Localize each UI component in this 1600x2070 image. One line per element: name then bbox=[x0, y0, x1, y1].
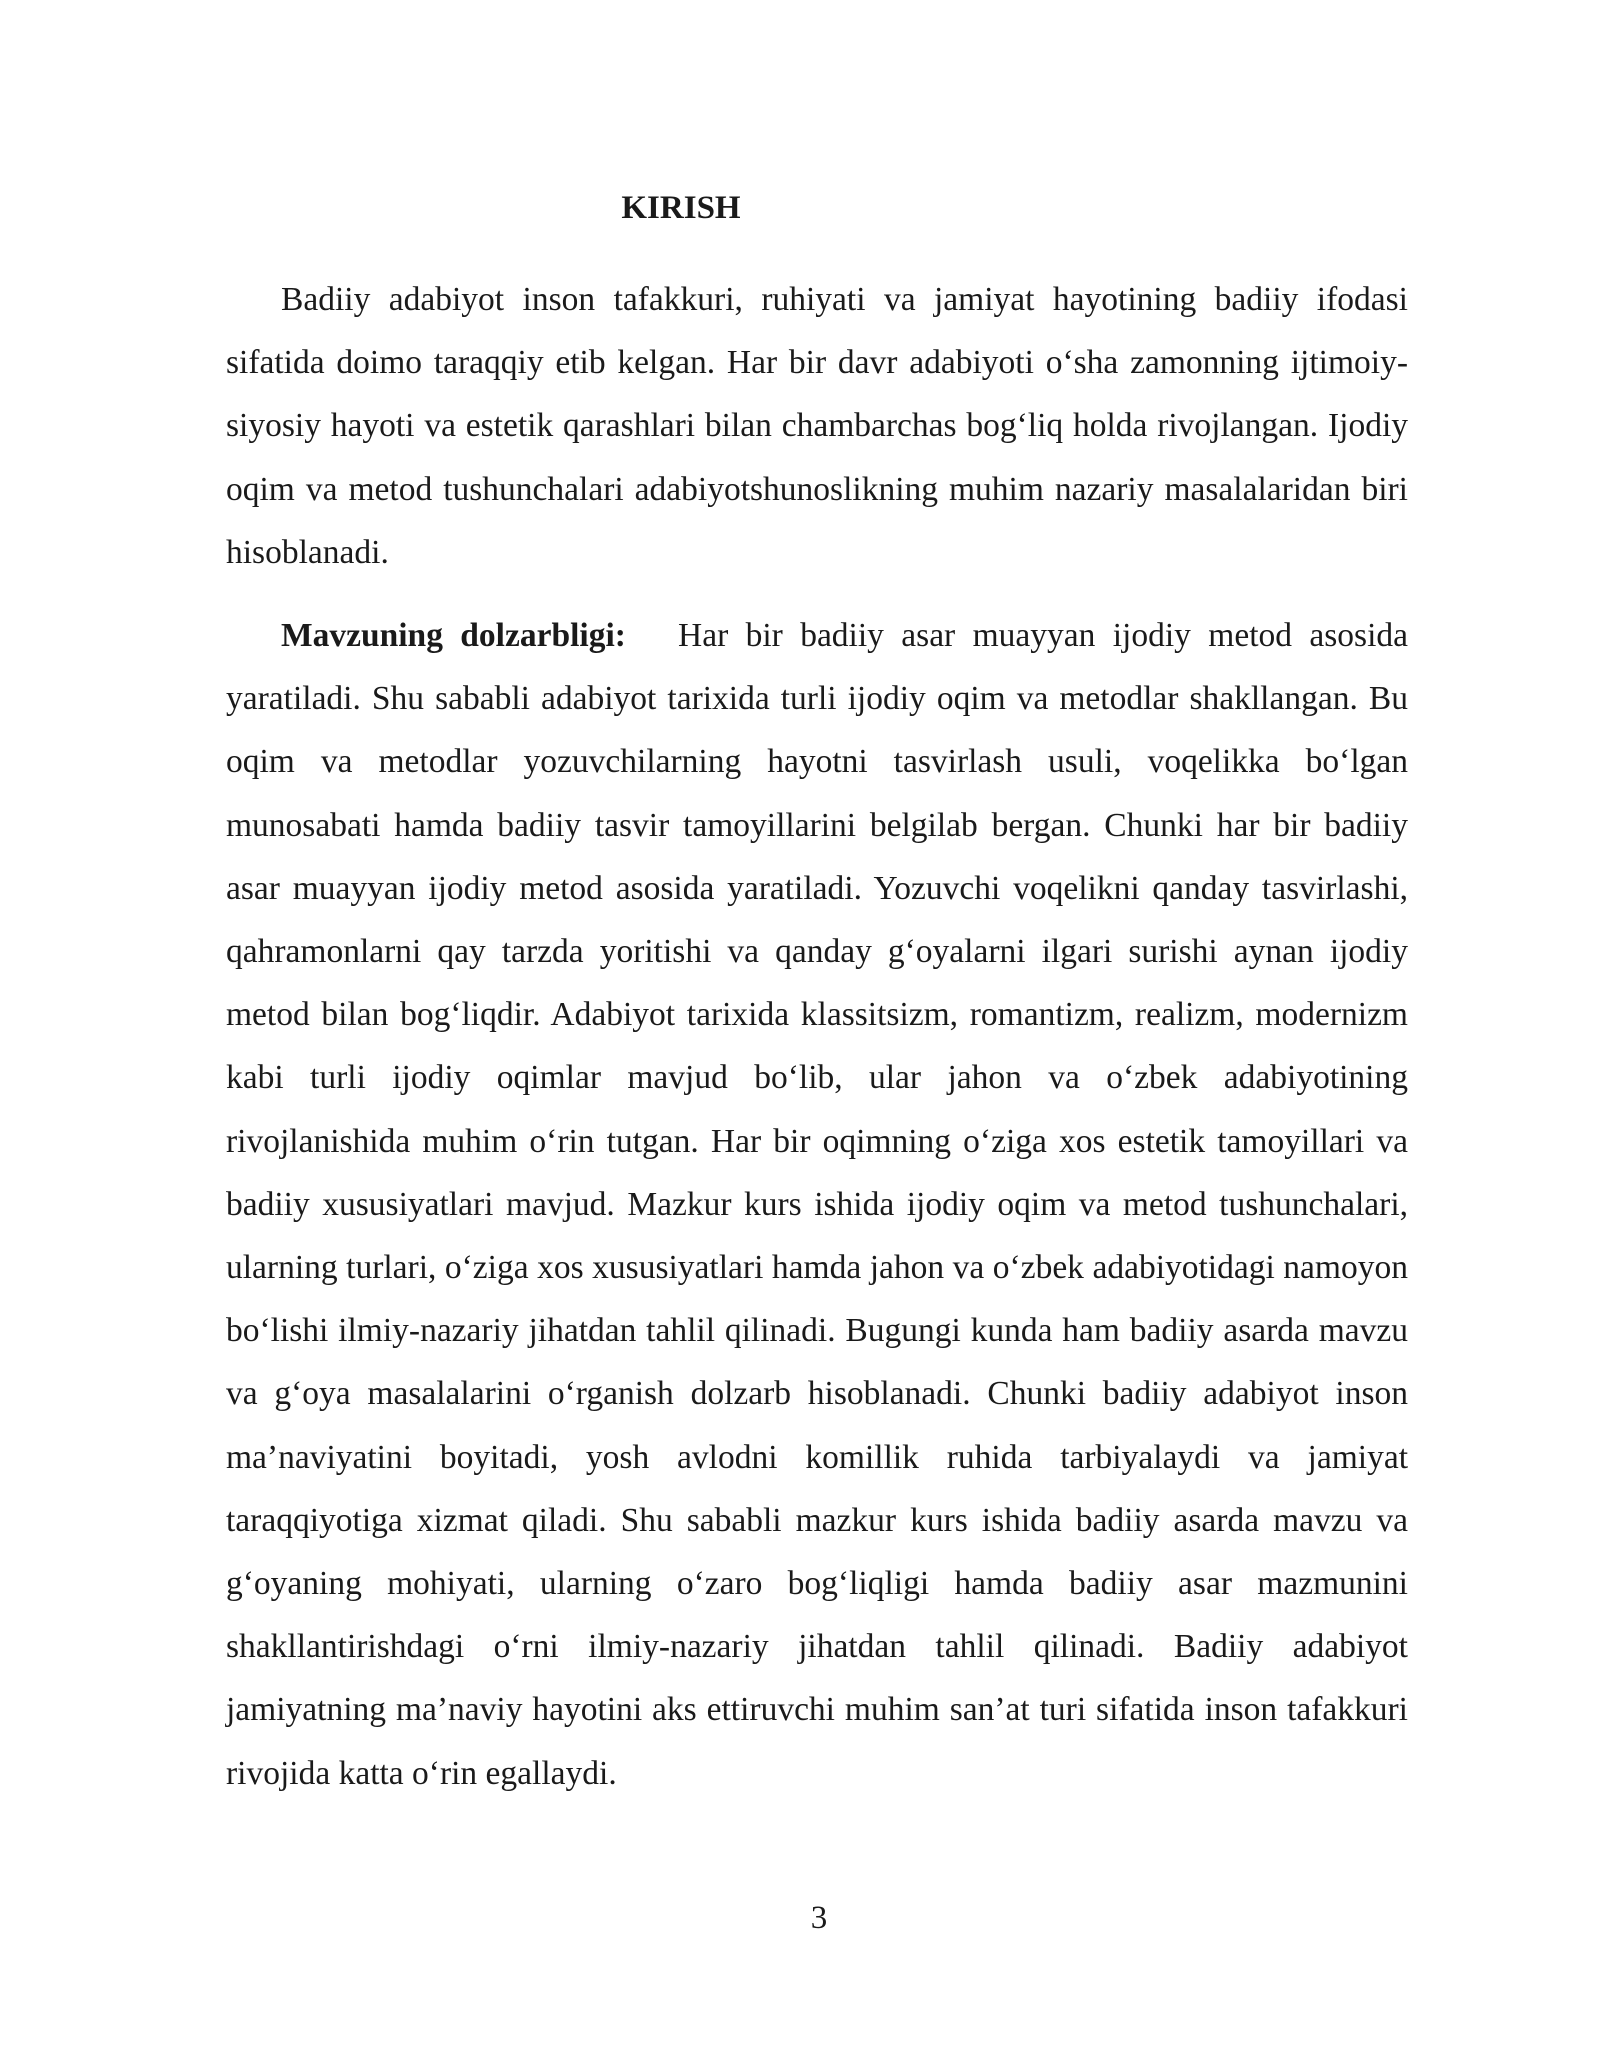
page-heading: KIRISH bbox=[621, 190, 741, 226]
relevance-paragraph bbox=[226, 604, 1408, 1805]
page-number: 3 bbox=[810, 1900, 828, 1936]
intro-paragraph bbox=[226, 268, 1408, 584]
relevance-paragraph-text: Har bir badiiy asar muayyan ijodiy metod asosida yaratiladi. Shu sababli adabiyot tarixida turli ijodiy oqim va metodlar shakllangan. Bu oqim va metodlar yozuvchilarning hayotni tasvirlash usuli, voqelikka bo‘lgan munosabati hamda badiiy tasvir tamoyillarini belgilab bergan. Chunki har bir badiiy asar muayyan ijodiy metod asosida yaratiladi. Yozuvchi voqelikni qanday tasvirlashi, qahramonlarni qay tarzda yoritishi va qanday g‘oyalarni ilgari surishi aynan ijodiy metod bilan bog‘liqdir. Adabiyot tarixida klassitsizm, romantizm, realizm, modernizm kabi turli ijodiy oqimlar mavjud bo‘lib, ular jahon va o‘zbek adabiyotining rivojlanishida muhim o‘rin tutgan. Har bir oqimning o‘ziga xos estetik tamoyillari va badiiy xususiyatlari mavjud. Mazkur kurs ishida ijodiy oqim va metod tushunchalari, ularning turlari, o‘ziga xos xususiyatlari hamda jahon va o‘zbek adabiyotidagi namoyon bo‘lishi ilmiy-nazariy jihatdan tahlil qilinadi. Bugungi kunda ham badiiy asarda mavzu va g‘oya masalalarini o‘rganish dolzarb hisoblanadi. Chunki badiiy adabiyot inson ma’naviyatini boyitadi, yosh avlodni komillik ruhida tarbiyalaydi va jamiyat taraqqiyotiga xizmat qiladi. Shu sababli mazkur kurs ishida badiiy asarda mavzu va g‘oyaning mohiyati, ularning o‘zaro bog‘liqligi hamda badiiy asar mazmunini shakllantirishdagi o‘rni ilmiy-nazariy jihatdan tahlil qilinadi. Badiiy adabiyot jamiyatning ma’naviy hayotini aks ettiruvchi muhim san’at turi sifatida inson tafakkuri rivojida katta o‘rin egallaydi. bbox=[226, 617, 1408, 1792]
intro-paragraph-text: Badiiy adabiyot inson tafakkuri, ruhiyati va jamiyat hayotining badiiy ifodasi sifatida doimo taraqqiy etib kelgan. Har bir davr adabiyoti o‘sha zamonning ijtimoiy-siyosiy hayoti va estetik qarashlari bilan chambarchas bog‘liq holda rivojlangan. Ijodiy oqim va metod tushunchalari adabiyotshunoslikning muhim nazariy masalalaridan biri hisoblanadi. bbox=[226, 281, 1408, 571]
body-text bbox=[226, 268, 1408, 1805]
relevance-lead: Mavzuning dolzarbligi: bbox=[281, 617, 626, 655]
